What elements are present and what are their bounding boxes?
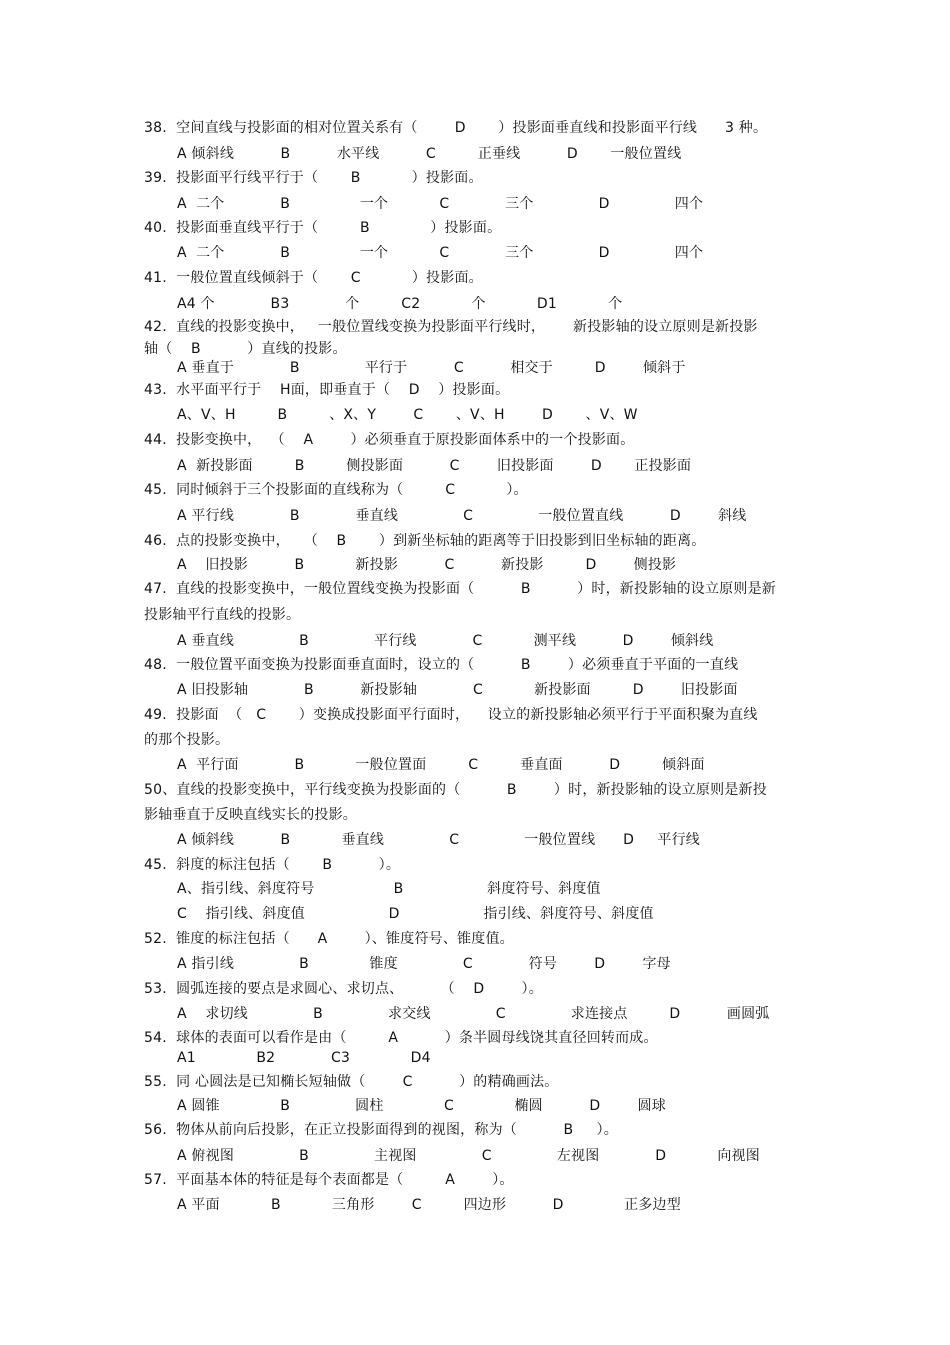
text-line: 54. 球体的表面可以看作是由（ A ）条半圆母线饶其直径回转而成。 [144, 1030, 658, 1046]
text-line: 52. 锥度的标注包括（ A ）、锥度符号、锥度值。 [144, 931, 514, 947]
text-line: A、V、H B 、X、Y C 、V、H D 、V、W [177, 407, 638, 423]
text-line: 55. 同 心圆法是已知椭长短轴做（ C ）的精确画法。 [144, 1074, 559, 1090]
text-line: 46. 点的投影变换中， （ B ）到新坐标轴的距离等于旧投影到旧坐标轴的距离。 [144, 533, 706, 549]
text-line: C 指引线、斜度值 D 指引线、斜度符号、斜度值 [177, 906, 654, 922]
text-line: A 俯视图 B 主视图 C 左视图 D 向视图 [177, 1148, 760, 1164]
text-line: 45. 斜度的标注包括（ B ）。 [144, 857, 401, 873]
text-line: A1 B2 C3 D4 [177, 1050, 431, 1066]
text-line: A 求切线 B 求交线 C 求连接点 D 画圆弧 [177, 1006, 770, 1022]
text-line: 38. 空间直线与投影面的相对位置关系有（ D ）投影面垂直线和投影面平行线 3 种。 [144, 120, 768, 136]
text-line: A 垂直线 B 平行线 C 测平线 D 倾斜线 [177, 633, 714, 649]
text-line: A 垂直于 B 平行于 C 相交于 D 倾斜于 [177, 360, 686, 376]
text-line: A 圆锥 B 圆柱 C 椭圆 D 圆球 [177, 1098, 666, 1114]
text-line: 投影轴平行直线的投影。 [144, 607, 301, 623]
text-line: 50、直线的投影变换中，平行线变换为投影面的（ B ）时，新投影轴的设立原则是新投 [144, 782, 767, 798]
text-line: 45. 同时倾斜于三个投影面的直线称为（ C ）。 [144, 482, 528, 498]
text-line: A 平行线 B 垂直线 C 一般位置直线 D 斜线 [177, 508, 747, 524]
text-line: 影轴垂直于反映直线实长的投影。 [144, 807, 357, 823]
text-line: A、指引线、斜度符号 B 斜度符号、斜度值 [177, 881, 601, 897]
text-line: 42. 直线的投影变换中， 一般位置线变换为投影面平行线时， 新投影轴的设立原则是新投影 [144, 319, 758, 335]
text-line: 41. 一般位置直线倾斜于（ C ）投影面。 [144, 270, 483, 286]
text-line: 53. 圆弧连接的要点是求圆心、求切点、 （ D ）。 [144, 981, 543, 997]
text-line: A 新投影面 B 侧投影面 C 旧投影面 D 正投影面 [177, 458, 692, 474]
text-line: 43. 水平面平行于 H面，即垂直于（ D ）投影面。 [144, 382, 510, 398]
text-line: 48. 一般位置平面变换为投影面垂直面时，设立的（ B ）必须垂直于平面的一直线 [144, 657, 739, 673]
text-line: A 旧投影轴 B 新投影轴 C 新投影面 D 旧投影面 [177, 682, 738, 698]
text-line: A 倾斜线 B 垂直线 C 一般位置线 D 平行线 [177, 832, 700, 848]
text-line: A 平行面 B 一般位置面 C 垂直面 D 倾斜面 [177, 757, 705, 773]
text-line: A 平面 B 三角形 C 四边形 D 正多边型 [177, 1197, 681, 1213]
text-line: 轴（ B ）直线的投影。 [144, 341, 347, 357]
text-line: 39. 投影面平行线平行于（ B ）投影面。 [144, 170, 483, 186]
text-line: 47. 直线的投影变换中，一般位置线变换为投影面（ B ）时，新投影轴的设立原则是新 [144, 581, 776, 597]
text-line: A 倾斜线 B 水平线 C 正垂线 D 一般位置线 [177, 146, 682, 162]
text-line: 的那个投影。 [144, 732, 230, 748]
text-line: 49. 投影面 （ C ）变换成投影面平行面时， 设立的新投影轴必须平行于平面积聚为直线 [144, 707, 758, 723]
text-line: 56. 物体从前向后投影，在正立投影面得到的视图，称为（ B ）。 [144, 1122, 618, 1138]
text-line: 44. 投影变换中， （ A ）必须垂直于原投影面体系中的一个投影面。 [144, 432, 635, 448]
text-line: A 二个 B 一个 C 三个 D 四个 [177, 245, 704, 261]
text-line: A4 个 B3 个 C2 个 D1 个 [177, 296, 623, 312]
text-line: A 二个 B 一个 C 三个 D 四个 [177, 196, 704, 212]
text-line: 40. 投影面垂直线平行于（ B ）投影面。 [144, 220, 502, 236]
text-line: A 旧投影 B 新投影 C 新投影 D 侧投影 [177, 557, 677, 573]
text-line: A 指引线 B 锥度 C 符号 D 字母 [177, 956, 671, 972]
text-line: 57. 平面基本体的特征是每个表面都是（ A ）。 [144, 1172, 514, 1188]
